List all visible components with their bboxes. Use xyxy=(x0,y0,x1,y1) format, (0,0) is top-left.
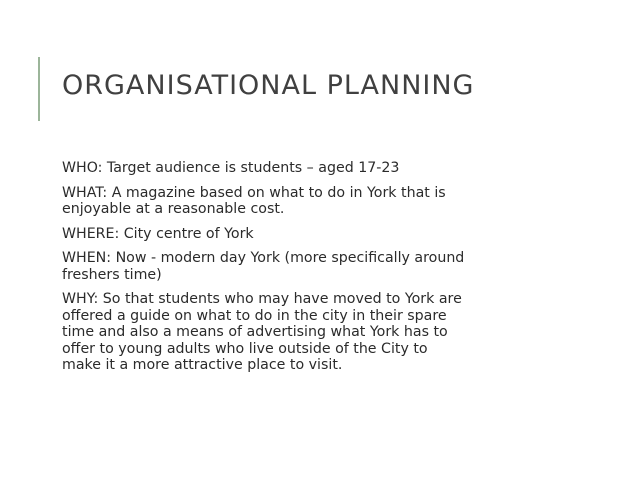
slide-body xyxy=(62,160,562,382)
slide-title: ORGANISATIONAL PLANNING xyxy=(62,70,475,101)
title-accent-bar xyxy=(38,57,40,121)
when-paragraph: WHEN: Now - modern day York (more specifically around freshers time) xyxy=(62,250,465,283)
what-paragraph: WHAT: A magazine based on what to do in York that is enjoyable at a reasonable cost. xyxy=(62,184,446,217)
where-paragraph: WHERE: City centre of York xyxy=(62,225,254,242)
who-paragraph: WHO: Target audience is students – aged 17-23 xyxy=(62,160,400,176)
why-paragraph: WHY: So that students who may have moved to York are offered a guide on what to do in the city in their spare time and also a means of advertising what York has to offer to young adults who live outside of the City to make it a more attractive place to visit. xyxy=(62,291,462,373)
